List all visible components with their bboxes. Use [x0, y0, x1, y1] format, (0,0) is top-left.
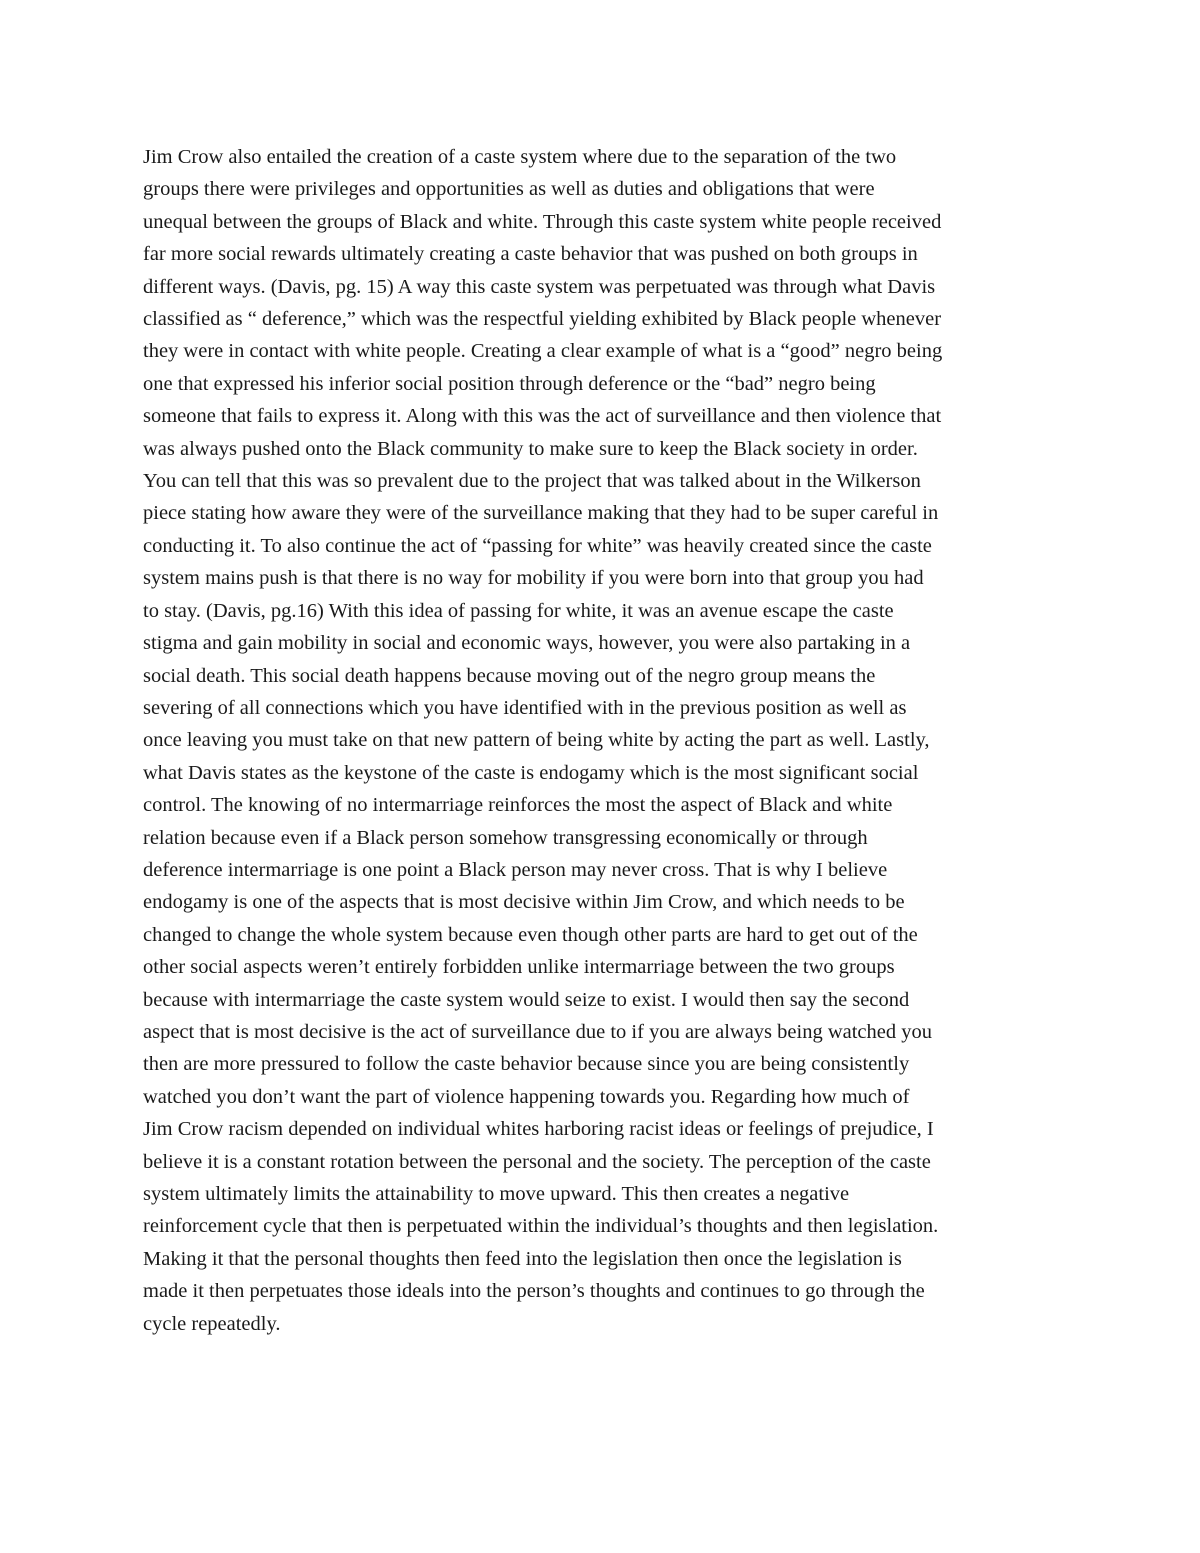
paragraph-line: Making it that the personal thoughts then feed into the legislation then once the legislation is: [143, 1247, 902, 1270]
paragraph-line: unequal between the groups of Black and white. Through this caste system white people received: [143, 210, 942, 233]
paragraph-line: groups there were privileges and opportunities as well as duties and obligations that were: [143, 178, 875, 201]
paragraph-line: made it then perpetuates those ideals into the person’s thoughts and continues to go through the: [143, 1280, 925, 1303]
paragraph-line: relation because even if a Black person somehow transgressing economically or through: [143, 826, 868, 849]
paragraph-line: different ways. (Davis, pg. 15) A way this caste system was perpetuated was through what Davis: [143, 275, 936, 298]
paragraph-line: aspect that is most decisive is the act of surveillance due to if you are always being watched you: [143, 1020, 932, 1043]
paragraph-line: then are more pressured to follow the caste behavior because since you are being consistently: [143, 1053, 910, 1076]
paragraph-line: system mains push is that there is no way for mobility if you were born into that group you had: [143, 567, 924, 590]
paragraph-line: severing of all connections which you have identified with in the previous position as well as: [143, 696, 907, 719]
paragraph-line: classified as “ deference,” which was the respectful yielding exhibited by Black people whenever: [143, 308, 942, 331]
paragraph-line: Jim Crow racism depended on individual whites harboring racist ideas or feelings of prejudice, I: [143, 1118, 934, 1141]
paragraph-line: someone that fails to express it. Along with this was the act of surveillance and then violence that: [143, 405, 942, 428]
paragraph-line: You can tell that this was so prevalent due to the project that was talked about in the Wilkerson: [143, 470, 921, 493]
paragraph-line: system ultimately limits the attainability to move upward. This then creates a negative: [143, 1183, 850, 1205]
paragraph-line: one that expressed his inferior social position through deference or the “bad” negro being: [143, 372, 876, 395]
paragraph-line: Jim Crow also entailed the creation of a caste system where due to the separation of the two: [143, 146, 897, 168]
paragraph-line: believe it is a constant rotation between the personal and the society. The perception of the caste: [143, 1150, 931, 1173]
paragraph-line: other social aspects weren’t entirely forbidden unlike intermarriage between the two groups: [143, 956, 895, 979]
paragraph-line: changed to change the whole system because even though other parts are hard to get out of the: [143, 923, 918, 946]
paragraph-line: conducting it. To also continue the act of “passing for white” was heavily created since the caste: [143, 534, 932, 557]
paragraph-line: piece stating how aware they were of the surveillance making that they had to be super careful in: [143, 502, 939, 525]
paragraph-line: control. The knowing of no intermarriage reinforces the most the aspect of Black and white: [143, 794, 893, 817]
paragraph-line: far more social rewards ultimately creating a caste behavior that was pushed on both groups in: [143, 243, 918, 266]
paragraph-line: because with intermarriage the caste system would seize to exist. I would then say the second: [143, 988, 910, 1011]
paragraph-line: stigma and gain mobility in social and economic ways, however, you were also partaking in a: [143, 632, 911, 655]
paragraph-line: what Davis states as the keystone of the caste is endogamy which is the most significant social: [143, 761, 919, 784]
paragraph-line: reinforcement cycle that then is perpetuated within the individual’s thoughts and then legislation.: [143, 1215, 939, 1238]
paragraph-line: cycle repeatedly.: [143, 1312, 281, 1335]
paragraph-line: once leaving you must take on that new pattern of being white by acting the part as well. Lastly,: [143, 729, 930, 752]
paragraph-line: social death. This social death happens because moving out of the negro group means the: [143, 664, 876, 687]
paragraph-line: endogamy is one of the aspects that is most decisive within Jim Crow, and which needs to be: [143, 891, 905, 914]
paragraph-line: to stay. (Davis, pg.16) With this idea of passing for white, it was an avenue escape the caste: [143, 599, 894, 622]
paragraph-line: was always pushed onto the Black community to make sure to keep the Black society in order.: [143, 437, 918, 460]
paragraph-line: deference intermarriage is one point a Black person may never cross. That is why I believe: [143, 858, 888, 881]
essay-paragraph: [143, 141, 1073, 1340]
paragraph-line: watched you don’t want the part of violence happening towards you. Regarding how much of: [143, 1085, 910, 1108]
paragraph-line: they were in contact with white people. Creating a clear example of what is a “good” negro being: [143, 340, 943, 363]
